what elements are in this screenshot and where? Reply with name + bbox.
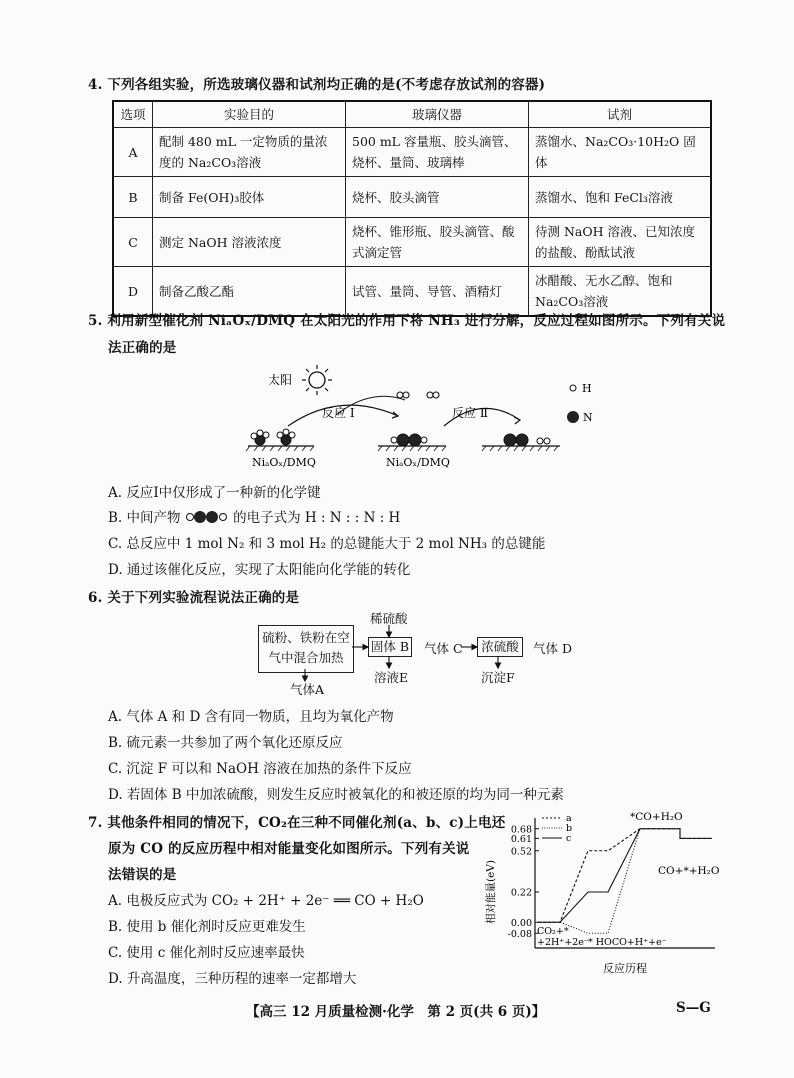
cell-glass: 烧杯、胶头滴管 (346, 177, 529, 218)
q5-option-d: D. 通过该催化反应，实现了太阳能向化学能的转化 (108, 562, 411, 578)
flow-dilute-acid: 稀硫酸 (370, 611, 408, 626)
legend-c: c (566, 833, 572, 844)
flow-box-start-line2: 气中混合加热 (268, 650, 344, 665)
annotation-product: CO+*+H₂O (658, 865, 720, 877)
q7-energy-chart (480, 808, 720, 978)
q6-option-c: C. 沉淀 F 可以和 NaOH 溶液在加热的条件下反应 (108, 761, 412, 777)
catalyst-label-1: NiₐOₓ/DMQ (252, 456, 316, 469)
cell-purpose: 测定 NaOH 溶液浓度 (153, 218, 346, 267)
flow-precipitate-f: 沉淀F (481, 670, 515, 685)
q6-option-b: B. 硫元素一共参加了两个氧化还原反应 (108, 735, 343, 751)
q7-stem-line1: 7. 其他条件相同的情况下，CO₂在三种不同催化剂(a、b、c)上电还 (88, 815, 506, 831)
q6-stem: 6. 关于下列实验流程说法正确的是 (88, 590, 300, 606)
q5-option-b-text2: 的电子式为 H : N : : N : H (233, 510, 401, 526)
q5-option-b-text1: B. 中间产物 (108, 510, 181, 526)
cell-opt: C (113, 218, 153, 267)
q5-option-c: C. 总反应中 1 mol N₂ 和 3 mol H₂ 的总键能大于 2 mol NH₃ 的总键能 (108, 536, 546, 552)
y-tick-label: 0.61 (510, 833, 532, 845)
col-header: 试剂 (529, 101, 712, 128)
nh3-molecules (251, 429, 295, 445)
q4-table (112, 100, 712, 317)
q6-option-d: D. 若固体 B 中加浓硫酸，则发生反应时被氧化的和被还原的均为同一种元素 (108, 787, 564, 803)
y-tick-label: 0.52 (510, 846, 532, 858)
page-footer: 【高三 12 月质量检测·化学 第 2 页(共 6 页)】 (246, 1004, 546, 1020)
flow-box-start-line1: 硫粉、铁粉在空 (262, 630, 350, 645)
q5-stem-line1: 5. 利用新型催化剂 NiₐOₓ/DMQ 在太阳光的作用下将 NH₃ 进行分解，反应过程如图所示。下列有关说 (88, 313, 726, 329)
y-tick-label: 0.68 (510, 824, 532, 836)
flow-box-conc-acid: 浓硫酸 (477, 637, 523, 657)
col-header: 玻璃仪器 (346, 101, 529, 128)
h-atom-icon (570, 385, 576, 391)
cell-reagent: 冰醋酸、无水乙醇、饱和 Na₂CO₃溶液 (529, 267, 712, 317)
q5-option-b (108, 506, 400, 526)
table-row (113, 128, 711, 177)
intermediate-n2h2 (391, 434, 427, 446)
x-axis-label: 反应历程 (603, 962, 647, 975)
sun-icon (302, 365, 332, 395)
y-tick-label: 0.22 (510, 887, 532, 899)
annotation-co-h2o: *CO+H₂O (630, 811, 683, 823)
legend-h: H (582, 382, 592, 395)
cell-purpose: 制备乙酸乙酯 (153, 267, 346, 317)
n2-product (504, 434, 550, 446)
annotation-reactant-2: +2H⁺+2e⁻ (537, 937, 589, 948)
q7-option-a: A. 电极反应式为 CO₂ + 2H⁺ + 2e⁻ ══ CO + H₂O (108, 893, 424, 909)
flow-gas-d: 气体 D (533, 641, 572, 656)
q7-option-b: B. 使用 b 催化剂时反应更难发生 (108, 919, 306, 935)
q5-stem-line2: 法正确的是 (108, 340, 177, 356)
cell-purpose: 配制 480 mL 一定物质的量浓度的 Na₂CO₃溶液 (153, 128, 346, 177)
col-header: 选项 (113, 101, 153, 128)
annotation-reactant: CO₂+* (537, 926, 569, 937)
col-header: 实验目的 (153, 101, 346, 128)
q7-stem-line2: 原为 CO 的反应历程中相对能量变化如图所示。下列有关说 (108, 841, 470, 857)
cell-opt: A (113, 128, 153, 177)
cell-opt: B (113, 177, 153, 218)
legend-b: b (566, 823, 573, 834)
y-axis-label: 相对能量(eV) (485, 860, 497, 924)
cell-glass: 试管、量筒、导管、酒精灯 (346, 267, 529, 317)
cell-glass: 烧杯、锥形瓶、胶头滴管、酸式滴定管 (346, 218, 529, 267)
flow-arrows (250, 615, 550, 687)
intermediate-molecule-icon (185, 510, 229, 524)
flow-gas-c: 气体 C (424, 641, 463, 656)
table-header-row (113, 101, 711, 128)
cell-glass: 500 mL 容量瓶、胶头滴管、烧杯、量筒、玻璃棒 (346, 128, 529, 177)
cell-reagent: 蒸馏水、Na₂CO₃·10H₂O 固体 (529, 128, 712, 177)
cell-opt: D (113, 267, 153, 317)
flow-gas-a: 气体A (290, 682, 325, 697)
catalyst-label-2: NiₐOₓ/DMQ (386, 456, 450, 469)
q4-stem: 4. 下列各组实验，所选玻璃仪器和试剂均正确的是(不考虑存放试剂的容器) (88, 77, 546, 93)
flow-box-solid-b: 固体 B (368, 637, 412, 657)
chart-legend (542, 813, 572, 844)
q7-option-c: C. 使用 c 催化剂时反应速率最快 (108, 945, 305, 961)
cell-reagent: 蒸馏水、饱和 FeCl₃溶液 (529, 177, 712, 218)
n-atom-icon (567, 411, 579, 423)
flow-solution-e: 溶液E (374, 670, 409, 685)
y-tick-label: 0.00 (510, 917, 532, 929)
h2-molecules (397, 392, 439, 398)
q7-stem-line3: 法错误的是 (108, 867, 177, 883)
page-code: S—G (676, 1000, 711, 1016)
q5-option-a: A. 反应Ⅰ中仅形成了一种新的化学键 (108, 485, 321, 501)
annotation-hoco: * HOCO+H⁺+e⁻ (588, 937, 667, 948)
cell-purpose: 制备 Fe(OH)₃胶体 (153, 177, 346, 218)
q6-option-a: A. 气体 A 和 D 含有同一物质，且均为氧化产物 (108, 709, 394, 725)
cell-reagent: 待测 NaOH 溶液、已知浓度的盐酸、酚酞试液 (529, 218, 712, 267)
legend-n: N (583, 411, 593, 424)
q5-reaction-figure (230, 360, 610, 472)
table-row (113, 218, 711, 267)
sun-label: 太阳 (268, 373, 293, 387)
label-reaction-2: 反应 Ⅱ (452, 406, 488, 420)
table-row (113, 177, 711, 218)
legend-a: a (566, 813, 572, 824)
label-reaction-1: 反应 Ⅰ (322, 406, 355, 420)
q7-option-d: D. 升高温度，三种历程的速率一定都增大 (108, 971, 357, 987)
y-tick-label: -0.08 (507, 928, 532, 940)
